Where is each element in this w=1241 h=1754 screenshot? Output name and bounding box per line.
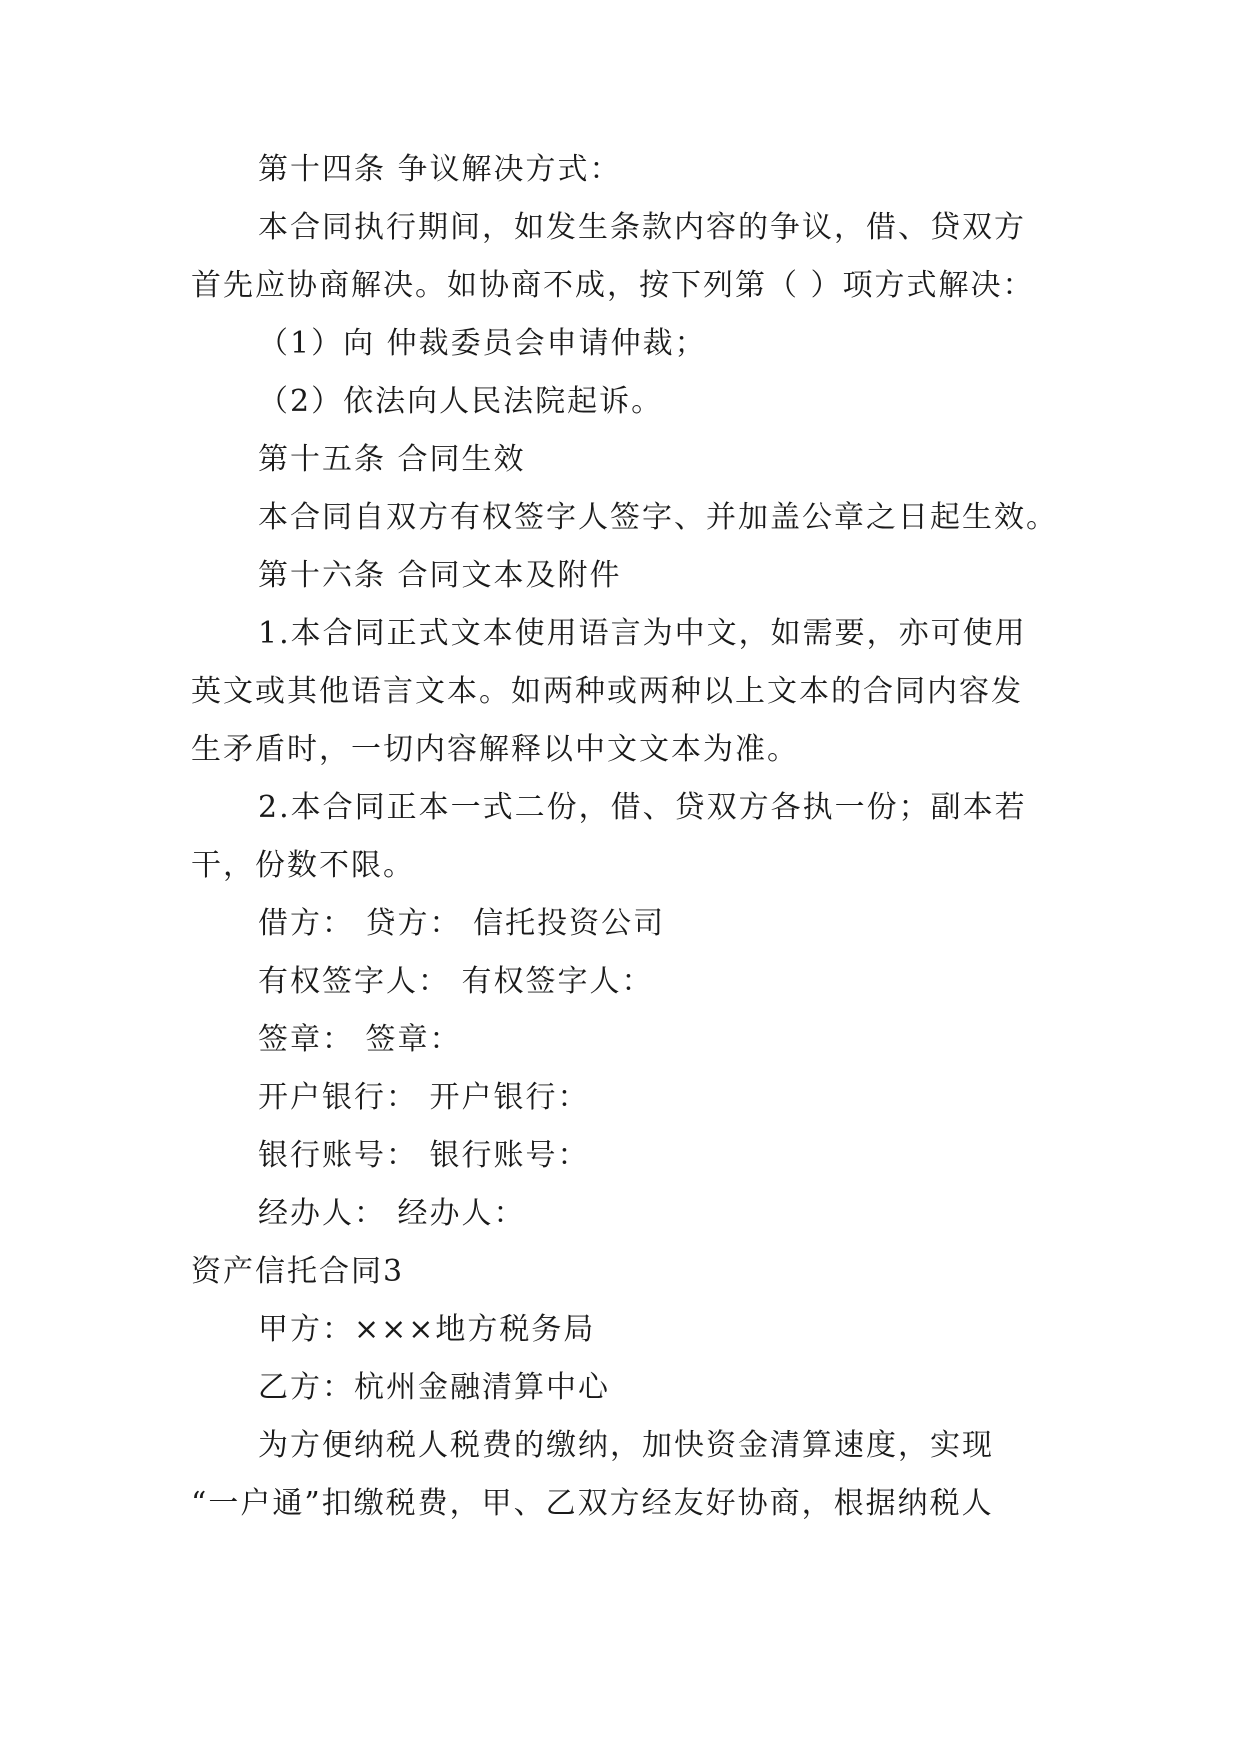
signature-field-parties: 借方： 贷方： 信托投资公司	[258, 906, 666, 941]
paragraph-line: 首先应协商解决。如协商不成，按下列第（ ）项方式解决：	[191, 268, 1035, 303]
section-title: 资产信托合同3	[191, 1254, 405, 1289]
paragraph-line: 2.本合同正本一式二份，借、贷双方各执一份；副本若	[258, 790, 1027, 825]
signature-field-signatory: 有权签字人： 有权签字人：	[258, 964, 654, 999]
paragraph-line: 干，份数不限。	[191, 848, 415, 883]
paragraph-line: 生矛盾时，一切内容解释以中文文本为准。	[191, 732, 799, 767]
signature-field-account: 银行账号： 银行账号：	[258, 1138, 590, 1173]
signature-field-seal: 签章： 签章：	[258, 1022, 462, 1057]
signature-field-handler: 经办人： 经办人：	[258, 1196, 526, 1231]
party-b: 乙方：杭州金融清算中心	[258, 1370, 610, 1405]
paragraph-line: 英文或其他语言文本。如两种或两种以上文本的合同内容发	[191, 674, 1023, 709]
list-item: （1）向 仲裁委员会申请仲裁；	[258, 326, 707, 361]
article-16-heading: 第十六条 合同文本及附件	[258, 558, 622, 593]
party-a: 甲方：×××地方税务局	[258, 1312, 596, 1347]
paragraph-line: “一户通”扣缴税费，甲、乙双方经友好协商，根据纳税人	[191, 1486, 994, 1521]
paragraph-line: 本合同自双方有权签字人签字、并加盖公章之日起生效。	[258, 500, 1058, 535]
paragraph-line: 1.本合同正式文本使用语言为中文，如需要，亦可使用	[258, 616, 1027, 651]
signature-field-bank: 开户银行： 开户银行：	[258, 1080, 590, 1115]
article-14-heading: 第十四条 争议解决方式：	[258, 152, 622, 187]
paragraph-line: 本合同执行期间，如发生条款内容的争议，借、贷双方	[258, 210, 1026, 245]
paragraph-line: 为方便纳税人税费的缴纳，加快资金清算速度，实现	[258, 1428, 994, 1463]
article-15-heading: 第十五条 合同生效	[258, 442, 526, 477]
list-item: （2）依法向人民法院起诉。	[258, 384, 664, 419]
